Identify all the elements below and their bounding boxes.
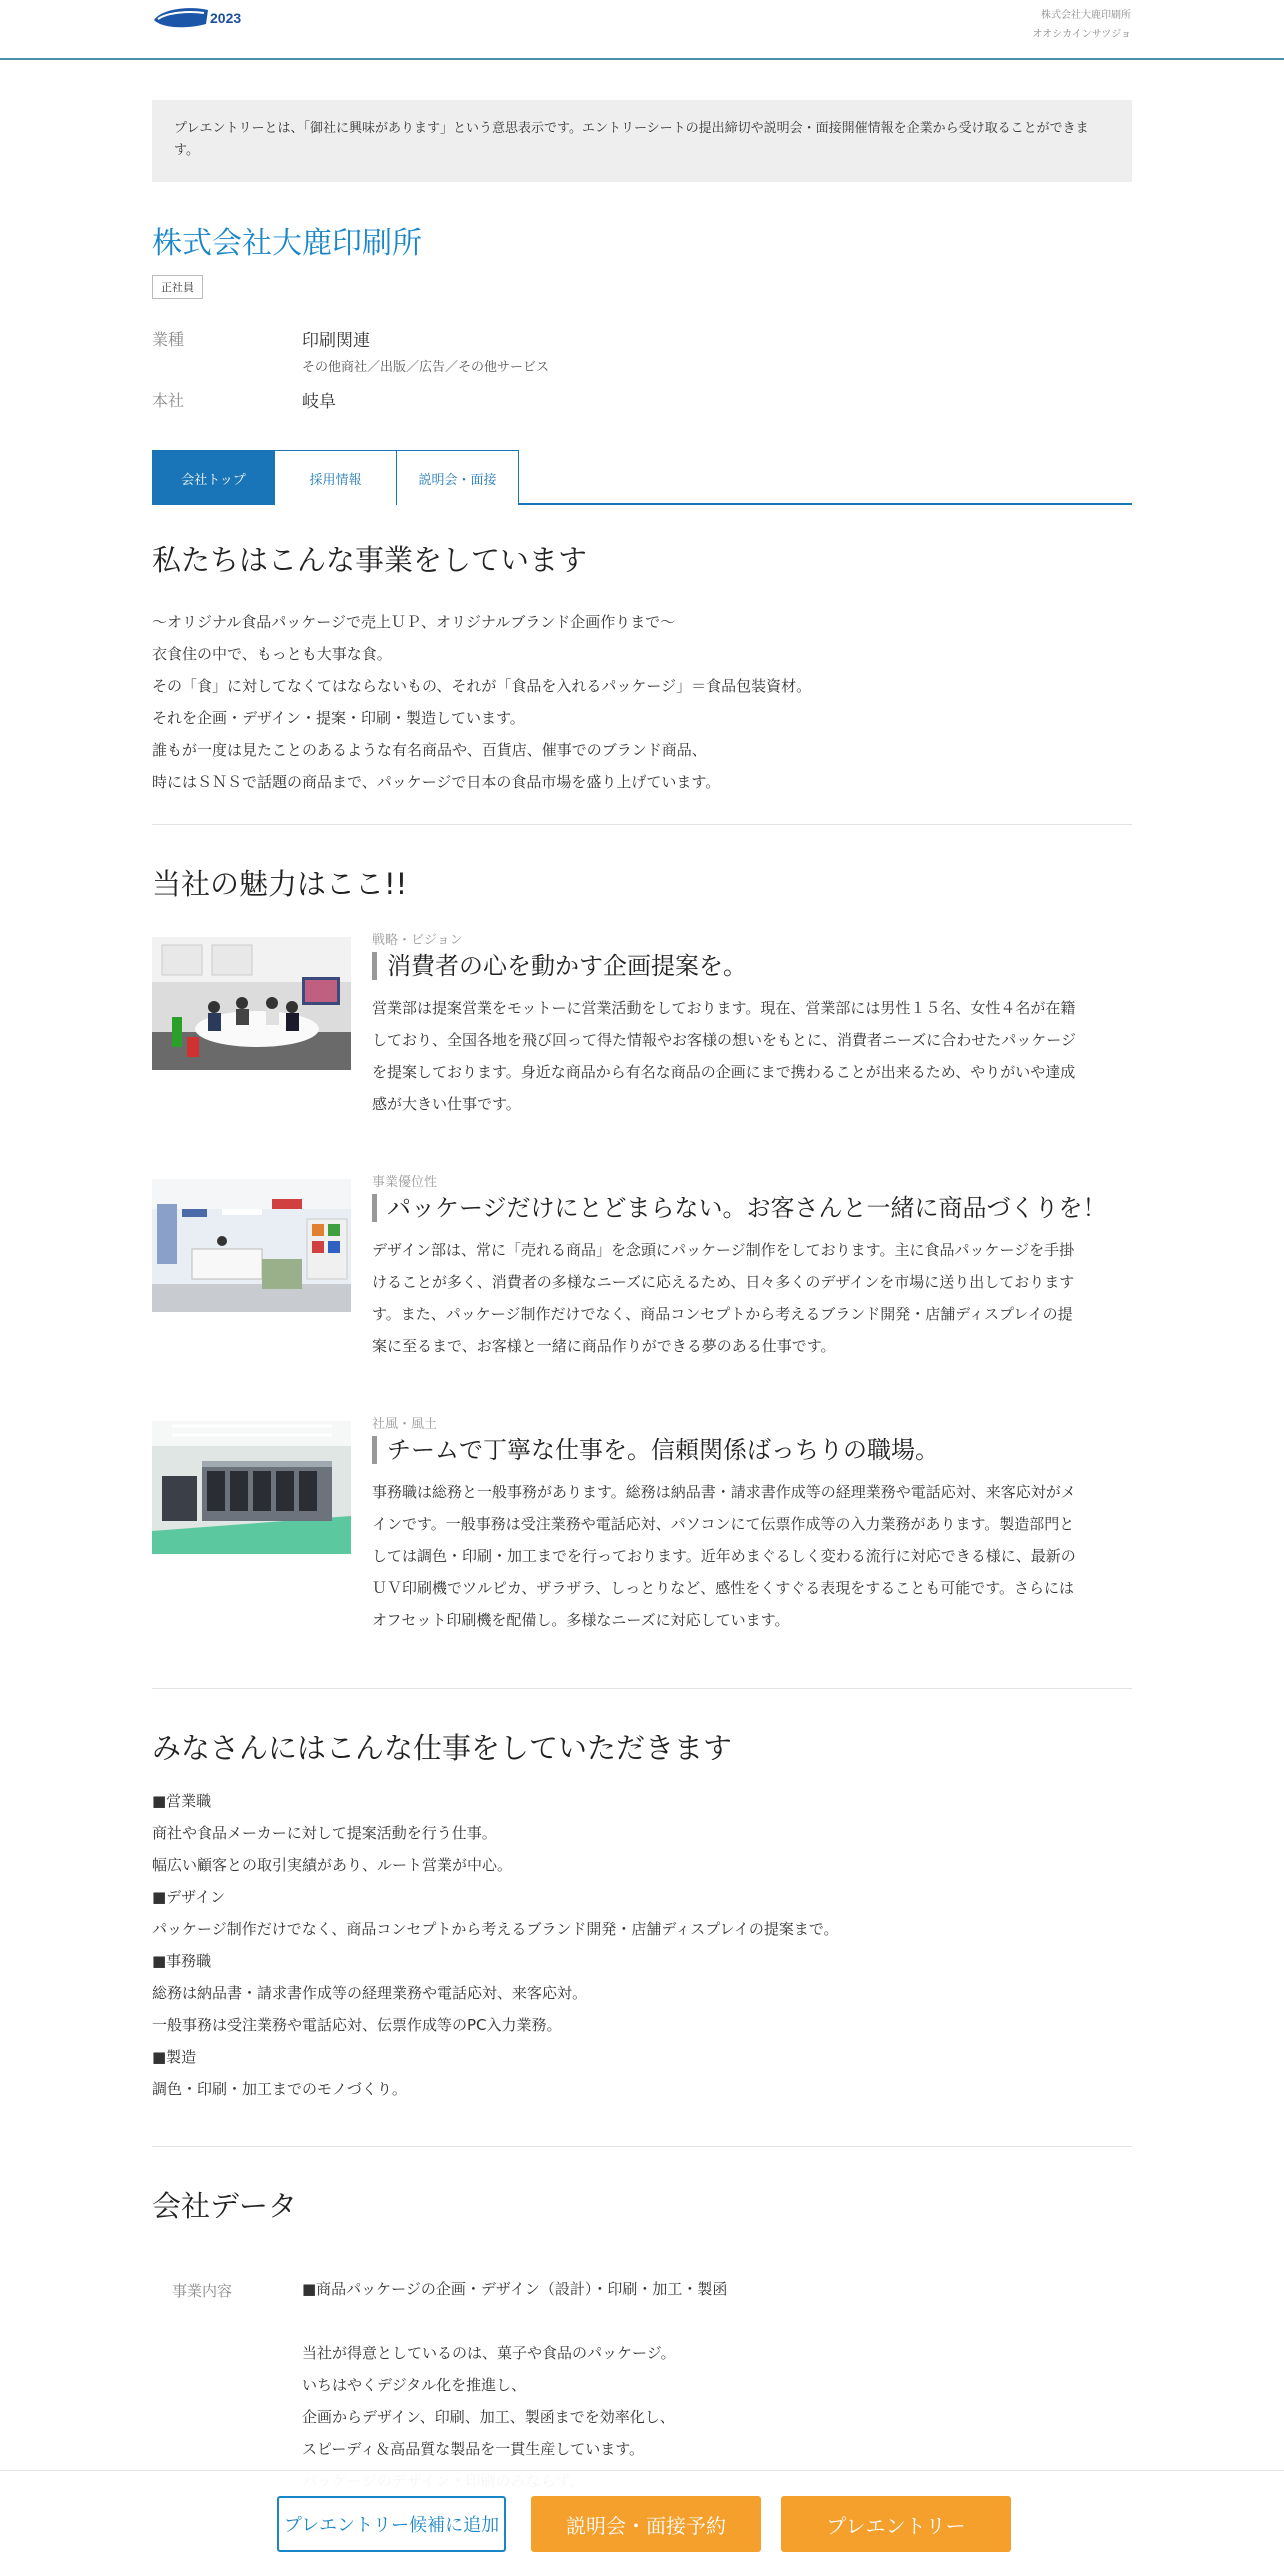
- work-line: ■製造: [152, 2048, 197, 2066]
- section-divider: [152, 1688, 1132, 1689]
- work-line: ■事務職: [152, 1952, 212, 1970]
- feature-category: 事業優位性: [372, 1175, 438, 1190]
- feature-line: けることが多く、消費者の多様なニーズに応えるため、日々多くのデザインを市場に送り出しております: [372, 1273, 1075, 1291]
- header-company-kana: オオシカインサツジョ: [1032, 29, 1131, 40]
- hq-value: 岐阜: [302, 392, 336, 412]
- company-name: 株式会社大鹿印刷所: [152, 226, 422, 261]
- business-line: 誰もが一度は見たことのあるような有名商品や、百貨店、催事でのブランド商品、: [152, 741, 707, 759]
- work-line: 総務は納品書・請求書作成等の経理業務や電話応対、来客応対。: [152, 1984, 588, 2002]
- feature-line: インです。一般事務は受注業務や電話応対、パソコンにて伝票作成等の入力業務があります。製造部門と: [372, 1515, 1075, 1533]
- appeal-title: 当社の魅力はここ!!: [152, 867, 408, 901]
- work-title: みなさんにはこんな仕事をしていただきます: [152, 1731, 733, 1765]
- feature-line: ＵＶ印刷機でツルピカ、ザラザラ、しっとりなど、感性をくすぐる表現をすることも可能です。さらには: [372, 1579, 1075, 1597]
- tab-recruitment-info[interactable]: 採用情報: [274, 450, 397, 505]
- employment-type-badge: 正社員: [152, 275, 203, 299]
- design-office-photo: [152, 1179, 351, 1312]
- feature-category: 社風・風土: [372, 1417, 438, 1432]
- business-line: 衣食住の中で、もっとも大事な食。: [152, 645, 392, 663]
- work-line: ■営業職: [152, 1792, 212, 1810]
- header-company-name: 株式会社大鹿印刷所: [1041, 10, 1131, 21]
- work-text: [152, 1785, 839, 2105]
- feature-line: を提案しております。身近な商品から有名な商品の企画にまで携わることが出来るため、やりがいや達成: [372, 1063, 1076, 1081]
- header-company-info: [1032, 6, 1131, 44]
- industry-sub: その他商社／出版／広告／その他サービス: [302, 360, 550, 375]
- add-to-candidates-button[interactable]: プレエントリー候補に追加: [277, 2496, 506, 2552]
- feature-text: [372, 1234, 1132, 1362]
- printing-factory-photo: [152, 1421, 351, 1554]
- business-line: 時にはＳＮＳで話題の商品まで、パッケージで日本の食品市場を盛り上げています。: [152, 773, 721, 791]
- business-text: [152, 606, 811, 798]
- feature-line: 事務職は総務と一般事務があります。総務は納品書・請求書作成等の経理業務や電話応対、来客応対がメ: [372, 1483, 1076, 1501]
- feature-line: 案に至るまで、お客様と一緒に商品作りができる夢のある仕事です。: [372, 1337, 836, 1355]
- work-line: 商社や食品メーカーに対して提案活動を行う仕事。: [152, 1824, 497, 1842]
- feature-line: オフセット印刷機を配備し。多様なニーズに対応しています。: [372, 1611, 790, 1629]
- feature-heading: パッケージだけにとどまらない。お客さんと一緒に商品づくりを！: [372, 1194, 1107, 1222]
- rikunabi-logo-icon: [152, 6, 208, 30]
- feature-text: [372, 992, 1132, 1120]
- feature-category: 戦略・ビジョン: [372, 933, 463, 948]
- work-line: 一般事務は受注業務や電話応対、伝票作成等のPC入力業務。: [152, 2016, 562, 2034]
- business-content-line: いちはやくデジタル化を推進し、: [302, 2376, 527, 2394]
- work-line: ■デザイン: [152, 1888, 226, 1906]
- work-line: パッケージ制作だけでなく、商品コンセプトから考えるブランド開発・店舗ディスプレイの提案まで。: [152, 1920, 839, 1938]
- tab-company-top[interactable]: 会社トップ: [152, 450, 275, 505]
- meeting-room-photo: [152, 937, 351, 1070]
- business-line: それを企画・デザイン・提案・印刷・製造しています。: [152, 709, 525, 727]
- feature-line: す。また、パッケージ制作だけでなく、商品コンセプトから考えるブランド開発・店舗ディスプレイの提: [372, 1305, 1073, 1323]
- business-title: 私たちはこんな事業をしています: [152, 543, 588, 577]
- business-content-line: 当社が得意としているのは、菓子や食品のパッケージ。: [302, 2344, 676, 2362]
- feature-line: 営業部は提案営業をモットーに営業活動をしております。現在、営業部には男性１５名、女性４名が在籍: [372, 999, 1076, 1017]
- feature-line: 感が大きい仕事です。: [372, 1095, 521, 1113]
- pre-entry-button[interactable]: プレエントリー: [781, 2496, 1011, 2552]
- seminar-reservation-button[interactable]: 説明会・面接予約: [531, 2496, 761, 2552]
- section-divider: [152, 2146, 1132, 2147]
- bottom-action-bar: [0, 2470, 1284, 2568]
- industry-label: 業種: [152, 330, 185, 349]
- feature-line: しており、全国各地を飛び回って得た情報やお客様の想いをもとに、消費者ニーズに合わせたパッケージ: [372, 1031, 1076, 1049]
- feature-heading: チームで丁寧な仕事を。信頼関係ばっちりの職場。: [372, 1436, 939, 1464]
- work-line: 幅広い顧客との取引実績があり、ルート営業が中心。: [152, 1856, 513, 1874]
- feature-text: [372, 1476, 1132, 1636]
- business-line: ～オリジナル食品パッケージで売上ＵＰ、オリジナルブランド企画作りまで～: [152, 613, 676, 631]
- company-data-title: 会社データ: [152, 2189, 298, 2223]
- business-line: その「食」に対してなくてはならないもの、それが「食品を入れるパッケージ」＝食品包装資材。: [152, 677, 812, 695]
- feature-line: しては調色・印刷・加工までを行っております。近年めまぐるしく変わる流行に対応できる様に、最新の: [372, 1547, 1076, 1565]
- site-header: [0, 0, 1284, 60]
- logo-year: 2023: [210, 10, 242, 26]
- business-content-label: 事業内容: [172, 2282, 233, 2300]
- work-line: 調色・印刷・加工までのモノづくり。: [152, 2080, 407, 2098]
- feature-heading: 消費者の心を動かす企画提案を。: [372, 952, 747, 980]
- rikunabi-logo[interactable]: [152, 4, 241, 32]
- industry-value: 印刷関連: [302, 331, 370, 351]
- business-content-line: スピーディ＆高品質な製品を一貫生産しています。: [302, 2440, 645, 2458]
- business-content-line: 企画からデザイン、印刷、加工、製函までを効率化し、: [302, 2408, 675, 2426]
- tab-seminar-interview[interactable]: 説明会・面接: [396, 450, 519, 505]
- section-divider: [152, 824, 1132, 825]
- business-content-first: ■商品パッケージの企画・デザイン（設計）・印刷・加工・製函: [302, 2280, 728, 2298]
- feature-line: デザイン部は、常に「売れる商品」を念頭にパッケージ制作をしております。主に食品パッケージを手掛: [372, 1241, 1075, 1259]
- company-tabs: [152, 450, 1132, 505]
- hq-label: 本社: [152, 391, 185, 410]
- pre-entry-notice: プレエントリーとは、「御社に興味があります」という意思表示です。エントリーシートの提出締切や説明会・面接開催情報を企業から受け取ることができます。: [152, 100, 1132, 182]
